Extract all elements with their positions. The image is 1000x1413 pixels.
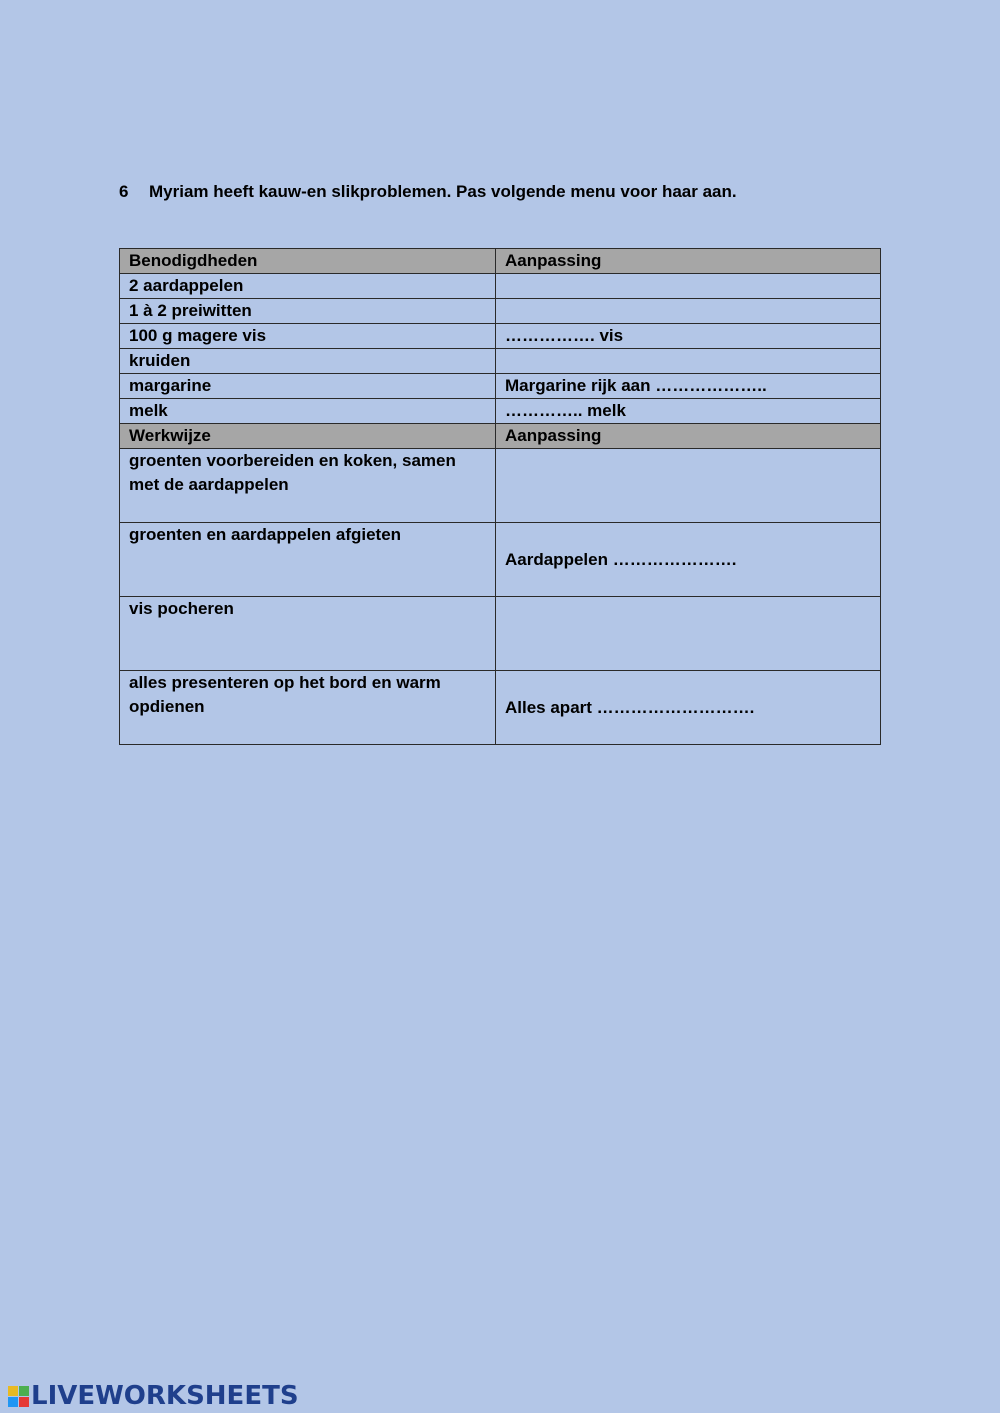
step-adaptation-cell[interactable] xyxy=(496,597,881,671)
ingredient-cell: kruiden xyxy=(120,349,496,374)
logo-square xyxy=(19,1386,29,1396)
adaptation-cell[interactable] xyxy=(496,274,881,299)
adaptation-cell[interactable] xyxy=(496,349,881,374)
header-aanpassing-steps: Aanpassing xyxy=(496,424,881,449)
step-adaptation-cell[interactable]: Alles apart ………………………. xyxy=(496,671,881,745)
ingredient-cell: 100 g magere vis xyxy=(120,324,496,349)
logo-text: LIVEWORKSHEETS xyxy=(31,1381,299,1411)
adaptation-cell[interactable] xyxy=(496,299,881,324)
menu-table xyxy=(119,248,881,745)
table-row xyxy=(120,299,881,324)
liveworksheets-logo[interactable] xyxy=(8,1383,299,1409)
logo-mark-icon xyxy=(8,1386,29,1407)
question-line xyxy=(119,182,737,202)
table-row xyxy=(120,274,881,299)
header-aanpassing: Aanpassing xyxy=(496,249,881,274)
table-row xyxy=(120,349,881,374)
question-text: Myriam heeft kauw-en slikproblemen. Pas volgende menu voor haar aan. xyxy=(149,182,737,201)
table-row xyxy=(120,449,881,523)
ingredient-cell: margarine xyxy=(120,374,496,399)
ingredient-cell: 2 aardappelen xyxy=(120,274,496,299)
question-number: 6 xyxy=(119,182,129,201)
step-cell: vis pocheren xyxy=(120,597,496,671)
step-adaptation-cell[interactable]: Aardappelen …………………. xyxy=(496,523,881,597)
header-werkwijze: Werkwijze xyxy=(120,424,496,449)
step-cell: groenten voorbereiden en koken, samen met de aardappelen xyxy=(120,449,496,523)
step-cell: groenten en aardappelen afgieten xyxy=(120,523,496,597)
step-cell: alles presenteren op het bord en warm opdienen xyxy=(120,671,496,745)
logo-square xyxy=(19,1397,29,1407)
step-adaptation-cell[interactable] xyxy=(496,449,881,523)
table-row xyxy=(120,374,881,399)
table-row xyxy=(120,597,881,671)
ingredient-cell: 1 à 2 preiwitten xyxy=(120,299,496,324)
table-row xyxy=(120,399,881,424)
table-row xyxy=(120,324,881,349)
adaptation-cell[interactable]: Margarine rijk aan ……………….. xyxy=(496,374,881,399)
table-row xyxy=(120,671,881,745)
ingredients-header-row xyxy=(120,249,881,274)
logo-square xyxy=(8,1397,18,1407)
table-row xyxy=(120,523,881,597)
logo-square xyxy=(8,1386,18,1396)
ingredient-cell: melk xyxy=(120,399,496,424)
header-benodigdheden: Benodigdheden xyxy=(120,249,496,274)
steps-header-row xyxy=(120,424,881,449)
adaptation-cell[interactable]: ………….. melk xyxy=(496,399,881,424)
adaptation-cell[interactable]: ……………. vis xyxy=(496,324,881,349)
